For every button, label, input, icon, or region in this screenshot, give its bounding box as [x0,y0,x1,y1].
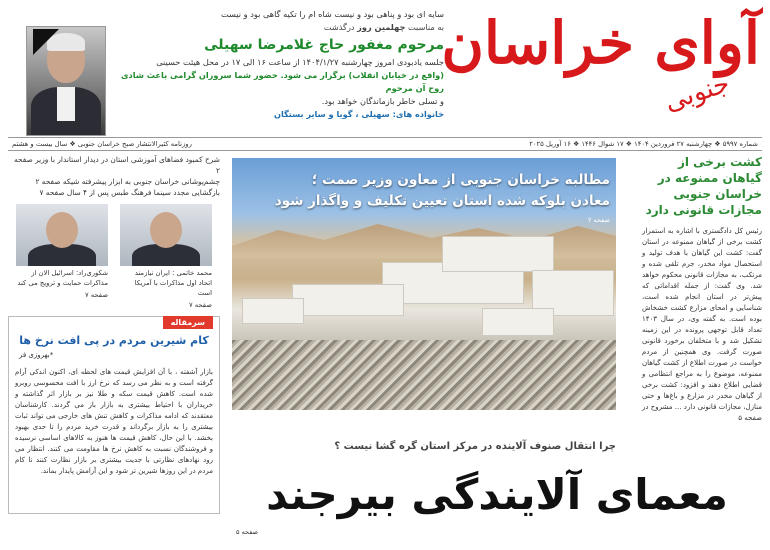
right-story-title[interactable]: کشت برخی از گیاهان ممنوعه در خراسان جنوبی مجازات قانونی دارد [645,155,762,217]
memorial-portrait [26,26,106,136]
memorial-family: خانواده های: سهیلی ، گویا و سایر بستگان [273,109,444,119]
right-story-body: رئیس کل دادگستری با اشاره به استمرار کشت برخی از گیاهان ممنوعه در استان گفت: کشت این گیاهان با هدف تولید و استحصال مواد مخدر، جرم تلقی شده و مرتکب، به مجازات قانونی محکوم خواهد شد. وی گفت: از جمله اقداماتی که پیش‌تر در استان انجام شده است، شناسایی و امحای مزارع کشت خشخاش بوده است. به گفته وی، در سال ۱۴۰۳ تعداد قابل توجهی پرونده در این زمینه تشکیل شد و با متخلفان برخورد قانونی صورت گرفت. وی همچنین از مردم خواست در صورت اطلاع از کشت گیاهان ممنوعه، موضوع را به مراجع انتظامی و قضایی اطلاع دهند و افزود: کشت برخی از گیاهان مخدر در مزارع و باغ‌ها و حتی منازل، مجازات قانونی دارد ... مشروح در صفحه ۵ [642,227,762,422]
brief-list [8,154,220,198]
editorial-title[interactable]: کام شیرین مردم در پی افت نرخ ها [19,334,209,347]
person-photo [16,204,108,266]
dateline-issue: شماره ۵۹۹۷ ❖ چهارشنبه ۲۷ فروردین ۱۴۰۴ ❖ ۱۷ شوال ۱۴۴۶ ❖ ۱۶ آوریل ۲۰۲۵ [529,140,758,148]
logo-sub-text: جنوبی [660,68,734,118]
memorial-verse: سایه ای بود و پناهی بود و نیست شاه ام را تکیه گاهی بود و نیست [220,9,444,19]
person-photo [120,204,212,266]
memorial-announcement [8,6,450,134]
brief-item[interactable]: چشم‌پوشانی خراسان جنوبی به ابزار پیشرفته شیکه صفحه ۲ [35,177,220,186]
bottom-page-ref: صفحه ۵ [236,528,259,536]
person-caption: محمد خاتمی : ایران نیازمند اتحاد اول مذاکرات با آمریکا است [134,269,212,297]
memorial-line-1: جلسه یادبودی امروز چهارشنبه ۱۴۰۴/۱/۲۷ از ساعت ۱۶ الی ۱۷ در محل هیئت حسینی [156,57,444,67]
lead-headline[interactable] [240,170,610,212]
lead-headline-2: معادن بلوکه شده استان تعیین تکلیف و واگذار شود [274,193,610,209]
logo-main-text: آوای خراسان [441,9,760,77]
brief-item[interactable]: بازگشایی مجدد سینما فرهنگ طبس پس از ۴ سال صفحه ۷ [39,188,220,197]
person-quote-2[interactable] [16,204,108,300]
memorial-line-3: و تسلی خاطر بازماندگان خواهد بود. [321,96,444,106]
lead-page-ref: صفحه ۲ [587,216,610,224]
masthead-logo[interactable] [441,8,760,128]
bottom-headline[interactable]: معمای آلایندگی بیرجند [266,470,728,519]
memorial-occasion-day: چهلمین روز [357,22,406,32]
editorial-box[interactable] [8,316,220,514]
dateline-bar [8,137,762,151]
person-page-ref: صفحه ۷ [84,291,108,299]
memorial-text [114,8,444,121]
person-caption: شکوری‌راد: اسرائیل الان از مذاکرات حمایت و ترویج می کند [17,269,108,287]
person-quote-1[interactable] [120,204,212,310]
memorial-prefix: به مناسبت [408,22,444,32]
person-quotes [8,204,220,309]
bottom-kicker[interactable]: چرا انتقال صنوف آلاینده در مرکز استان گره گشا نیست ؟ [334,441,616,452]
lead-headline-1: مطالبه خراسان جنوبی از معاون وزیر صمت ؛ [311,172,610,188]
memorial-suffix: درگذشت [323,22,355,32]
left-column [8,154,220,514]
editorial-author: *بهروزی فر [19,351,54,359]
brief-item[interactable]: شرح کمبود فضاهای آموزشی استان در دیدار استاندار با وزیر صفحه ۲ [13,155,220,175]
editorial-tag: سرمقاله [163,316,213,329]
person-page-ref: صفحه ۷ [188,301,212,309]
right-column-story[interactable] [642,154,762,422]
memorial-line-2: (واقع در خیابان انقلاب) برگزار می شود. حضور شما سروران گرامی باعث شادی روح آن مرحوم [121,70,444,93]
editorial-body: بازار آشفته ، با آن افزایش قیمت های لحظه ای، اکنون اندکی آرام گرفته است و به نظر می رسد که نرخ ارز با افت محسوسی روبرو شده است. کاهش قیمت سکه و طلا نیز بر بازار اثر گذاشته و خریداران با احتیاط بیشتری به بازار باز می گردند. کارشناسان معتقدند که ادامه مذاکرات و کاهش تنش های خارجی می تواند ثبات بیشتری را به بازار برگرداند و قدرت خرید مردم را تا حدی بهبود بخشد. با این حال، کاهش قیمت ها هنوز به کالاهای اساسی نرسیده و فروشندگان نسبت به کاهش نرخ ها مقاومت می کنند. انتظار می رود نهادهای نظارتی با جدیت بیشتری بر بازار نظارت کنند تا کام مردم در این روزها شیرین تر شود و این آرامش پایدار بماند. [15,368,213,475]
mourning-ribbon-icon [33,29,59,55]
memorial-name: مرحوم مغفور حاج غلامرضا سهیلی [204,37,444,53]
dateline-paper: روزنامه کثیرالانتشار صبح خراسان جنوبی ❖ سال بیست و هشتم [12,140,192,148]
memorial-occasion [114,21,444,34]
lead-story[interactable] [232,158,616,410]
